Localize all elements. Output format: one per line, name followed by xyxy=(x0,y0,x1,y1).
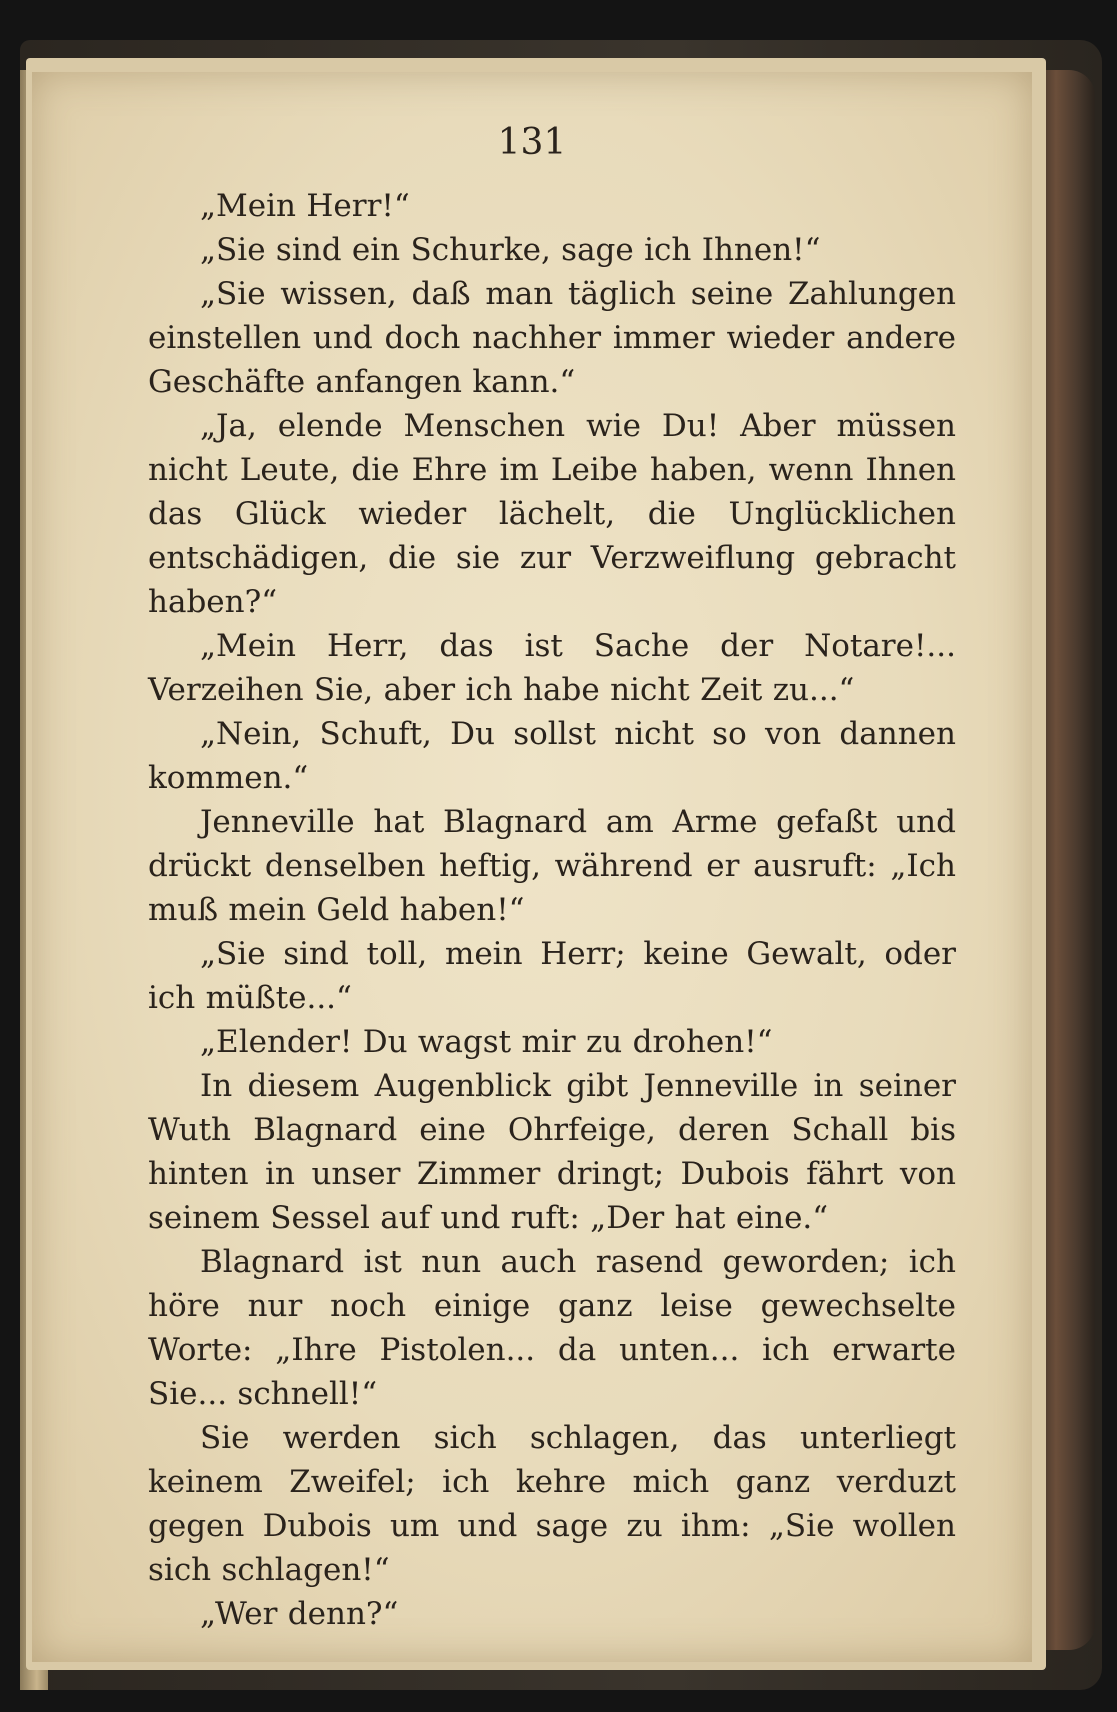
paragraph: „Ja, elende Menschen wie Du! Aber müssen nicht Leute, die Ehre im Leibe haben, wenn Ihnen das Glück wieder lächelt, die Unglücklichen entschädigen, die sie zur Verzweiflung gebracht haben?“ xyxy=(148,408,956,620)
paragraph: Sie werden sich schlagen, das unterliegt keinem Zweifel; ich kehre mich ganz verduzt gegen Dubois um und sage zu ihm: „Sie wollen sich schlagen!“ xyxy=(148,1420,956,1588)
paragraph: „Mein Herr!“ xyxy=(200,188,410,224)
page-text xyxy=(148,184,956,1636)
page-number: 131 xyxy=(497,122,567,163)
book-page xyxy=(32,72,1032,1662)
paragraph: „Nein, Schuft, Du sollst nicht so von dannen kommen.“ xyxy=(148,716,956,796)
paragraph: Blagnard ist nun auch rasend geworden; ich höre nur noch einige ganz leise gewechselte Worte: „Ihre Pistolen... da unten... ich erwarte Sie... schnell!“ xyxy=(148,1244,956,1412)
paragraph: „Sie sind ein Schurke, sage ich Ihnen!“ xyxy=(200,232,821,268)
paragraph: „Wer denn?“ xyxy=(200,1596,399,1632)
paragraph: Jenneville hat Blagnard am Arme gefaßt und drückt denselben heftig, während er ausruft: „Ich muß mein Geld haben!“ xyxy=(148,804,956,928)
paragraph: „Mein Herr, das ist Sache der Notare!... Verzeihen Sie, aber ich habe nicht Zeit zu...“ xyxy=(148,628,956,708)
paragraph: „Sie wissen, daß man täglich seine Zahlungen einstellen und doch nachher immer wieder andere Geschäfte anfangen kann.“ xyxy=(148,276,956,400)
paragraph: In diesem Augenblick gibt Jenneville in seiner Wuth Blagnard eine Ohrfeige, deren Schall bis hinten in unser Zimmer dringt; Dubois fährt von seinem Sessel auf und ruft: „Der hat eine.“ xyxy=(148,1068,956,1236)
paragraph: „Sie sind toll, mein Herr; keine Gewalt, oder ich müßte...“ xyxy=(148,936,956,1016)
paragraph: „Elender! Du wagst mir zu drohen!“ xyxy=(200,1024,773,1060)
